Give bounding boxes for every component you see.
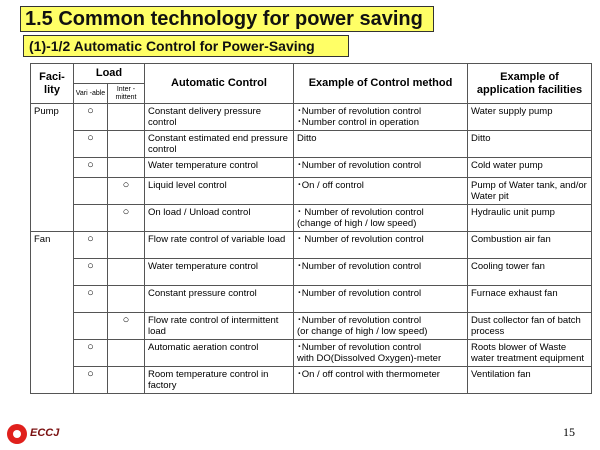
variable-load-mark: ○ bbox=[74, 340, 108, 367]
application-cell: Pump of Water tank, and/or Water pit bbox=[468, 178, 592, 205]
table-row bbox=[31, 158, 592, 178]
control-method-cell: ･Number of revolution control bbox=[294, 259, 468, 286]
control-method-cell: Ditto bbox=[294, 131, 468, 158]
application-cell: Water supply pump bbox=[468, 104, 592, 131]
automatic-control-cell: Constant pressure control bbox=[145, 286, 294, 313]
intermittent-load-mark: ○ bbox=[108, 178, 145, 205]
automatic-control-cell: Constant estimated end pressure control bbox=[145, 131, 294, 158]
header-facility: Faci-lity bbox=[31, 64, 74, 104]
intermittent-load-mark bbox=[108, 340, 145, 367]
title-banner bbox=[20, 6, 434, 32]
variable-load-mark: ○ bbox=[74, 131, 108, 158]
variable-load-mark bbox=[74, 313, 108, 340]
control-method-cell: ･Number of revolution control with DO(Dissolved Oxygen)-meter bbox=[294, 340, 468, 367]
automatic-control-cell: Constant delivery pressure control bbox=[145, 104, 294, 131]
automatic-control-cell: Water temperature control bbox=[145, 259, 294, 286]
intermittent-load-mark: ○ bbox=[108, 205, 145, 232]
variable-load-mark: ○ bbox=[74, 104, 108, 131]
table-row bbox=[31, 286, 592, 313]
intermittent-load-mark bbox=[108, 367, 145, 394]
facility-cell: Pump bbox=[31, 104, 74, 232]
variable-load-mark: ○ bbox=[74, 286, 108, 313]
automatic-control-cell: Flow rate control of variable load bbox=[145, 232, 294, 259]
control-method-cell: ･Number of revolution control bbox=[294, 286, 468, 313]
control-method-cell: ･On / off control bbox=[294, 178, 468, 205]
header-load: Load bbox=[74, 64, 145, 84]
intermittent-load-mark bbox=[108, 104, 145, 131]
application-cell: Cooling tower fan bbox=[468, 259, 592, 286]
header-application: Example of application facilities bbox=[468, 64, 592, 104]
table-row bbox=[31, 259, 592, 286]
page-subtitle: (1)-1/2 Automatic Control for Power-Saving bbox=[29, 38, 315, 54]
header-method: Example of Control method bbox=[294, 64, 468, 104]
table-row bbox=[31, 178, 592, 205]
variable-load-mark bbox=[74, 178, 108, 205]
page-title: 1.5 Common technology for power saving bbox=[25, 8, 423, 30]
control-method-cell: ･ Number of revolution control bbox=[294, 232, 468, 259]
table-row bbox=[31, 232, 592, 259]
variable-load-mark bbox=[74, 205, 108, 232]
table-row bbox=[31, 104, 592, 131]
header-intermittent: Inter -mittent bbox=[108, 84, 145, 104]
variable-load-mark: ○ bbox=[74, 158, 108, 178]
automatic-control-cell: On load / Unload control bbox=[145, 205, 294, 232]
intermittent-load-mark bbox=[108, 259, 145, 286]
table-row bbox=[31, 340, 592, 367]
automatic-control-cell: Flow rate control of intermittent load bbox=[145, 313, 294, 340]
control-method-cell: ･ Number of revolution control (change of high / low speed) bbox=[294, 205, 468, 232]
facility-cell: Fan bbox=[31, 232, 74, 394]
automatic-control-cell: Room temperature control in factory bbox=[145, 367, 294, 394]
intermittent-load-mark: ○ bbox=[108, 313, 145, 340]
table-row bbox=[31, 313, 592, 340]
automatic-control-cell: Liquid level control bbox=[145, 178, 294, 205]
logo-text: ECCJ bbox=[30, 427, 60, 439]
subtitle-banner bbox=[23, 35, 349, 57]
variable-load-mark: ○ bbox=[74, 259, 108, 286]
control-method-cell: ･On / off control with thermometer bbox=[294, 367, 468, 394]
intermittent-load-mark bbox=[108, 131, 145, 158]
table-body bbox=[31, 104, 592, 394]
control-method-cell: ･Number of revolution control bbox=[294, 158, 468, 178]
control-table bbox=[30, 63, 592, 394]
control-method-cell: ･Number of revolution control (or change of high / low speed) bbox=[294, 313, 468, 340]
control-method-cell: ･Number of revolution control ･Number control in operation bbox=[294, 104, 468, 131]
application-cell: Dust collector fan of batch process bbox=[468, 313, 592, 340]
intermittent-load-mark bbox=[108, 158, 145, 178]
application-cell: Cold water pump bbox=[468, 158, 592, 178]
application-cell: Furnace exhaust fan bbox=[468, 286, 592, 313]
automatic-control-cell: Water temperature control bbox=[145, 158, 294, 178]
variable-load-mark: ○ bbox=[74, 232, 108, 259]
variable-load-mark: ○ bbox=[74, 367, 108, 394]
application-cell: Ventilation fan bbox=[468, 367, 592, 394]
table-row bbox=[31, 367, 592, 394]
table-row bbox=[31, 205, 592, 232]
page-number: 15 bbox=[563, 425, 575, 439]
eccj-logo-icon bbox=[7, 424, 27, 444]
application-cell: Hydraulic unit pump bbox=[468, 205, 592, 232]
application-cell: Combustion air fan bbox=[468, 232, 592, 259]
intermittent-load-mark bbox=[108, 232, 145, 259]
intermittent-load-mark bbox=[108, 286, 145, 313]
application-cell: Roots blower of Waste water treatment equipment bbox=[468, 340, 592, 367]
header-variable: Vari -able bbox=[74, 84, 108, 104]
table-row bbox=[31, 131, 592, 158]
header-control: Automatic Control bbox=[145, 64, 294, 104]
automatic-control-cell: Automatic aeration control bbox=[145, 340, 294, 367]
application-cell: Ditto bbox=[468, 131, 592, 158]
